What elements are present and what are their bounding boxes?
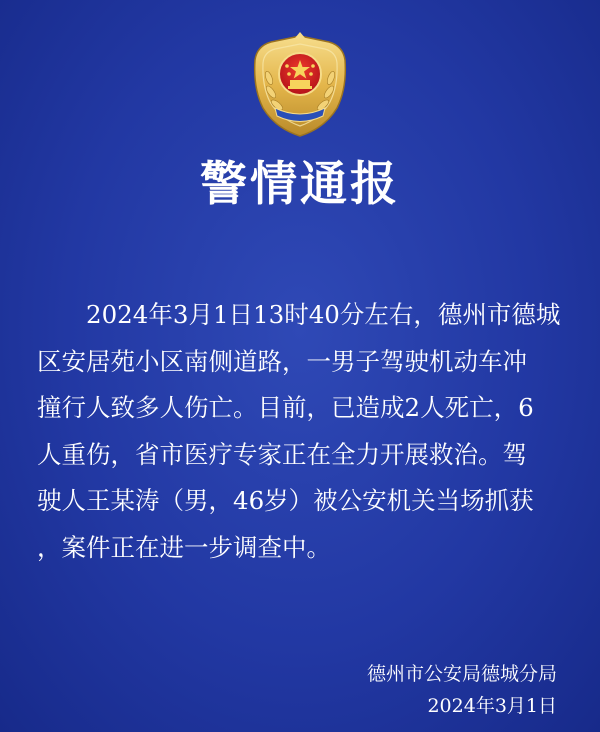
notice-body: [37, 292, 567, 571]
police-emblem-icon: [245, 30, 355, 140]
notice-body-line: 2024年3月1日13时40分左右，德州市德城: [86, 300, 561, 329]
notice-title: 警情通报: [200, 157, 400, 212]
notice-body-line: 区安居苑小区南侧道路，一男子驾驶机动车冲: [37, 346, 527, 376]
notice-body-line: 撞行人致多人伤亡。目前，已造成2人死亡，6: [37, 393, 534, 422]
issue-date: 2024年3月1日: [427, 695, 557, 717]
signature-block: [367, 658, 557, 722]
notice-body-line: 驶人王某涛（男，46岁）被公安机关当场抓获: [37, 486, 534, 515]
issuer-name: 德州市公安局德城分局: [366, 663, 557, 685]
notice-body-line: 人重伤，省市医疗专家正在全力开展救治。驾: [37, 439, 527, 469]
notice-body-line: ，案件正在进一步调查中。: [37, 532, 331, 562]
